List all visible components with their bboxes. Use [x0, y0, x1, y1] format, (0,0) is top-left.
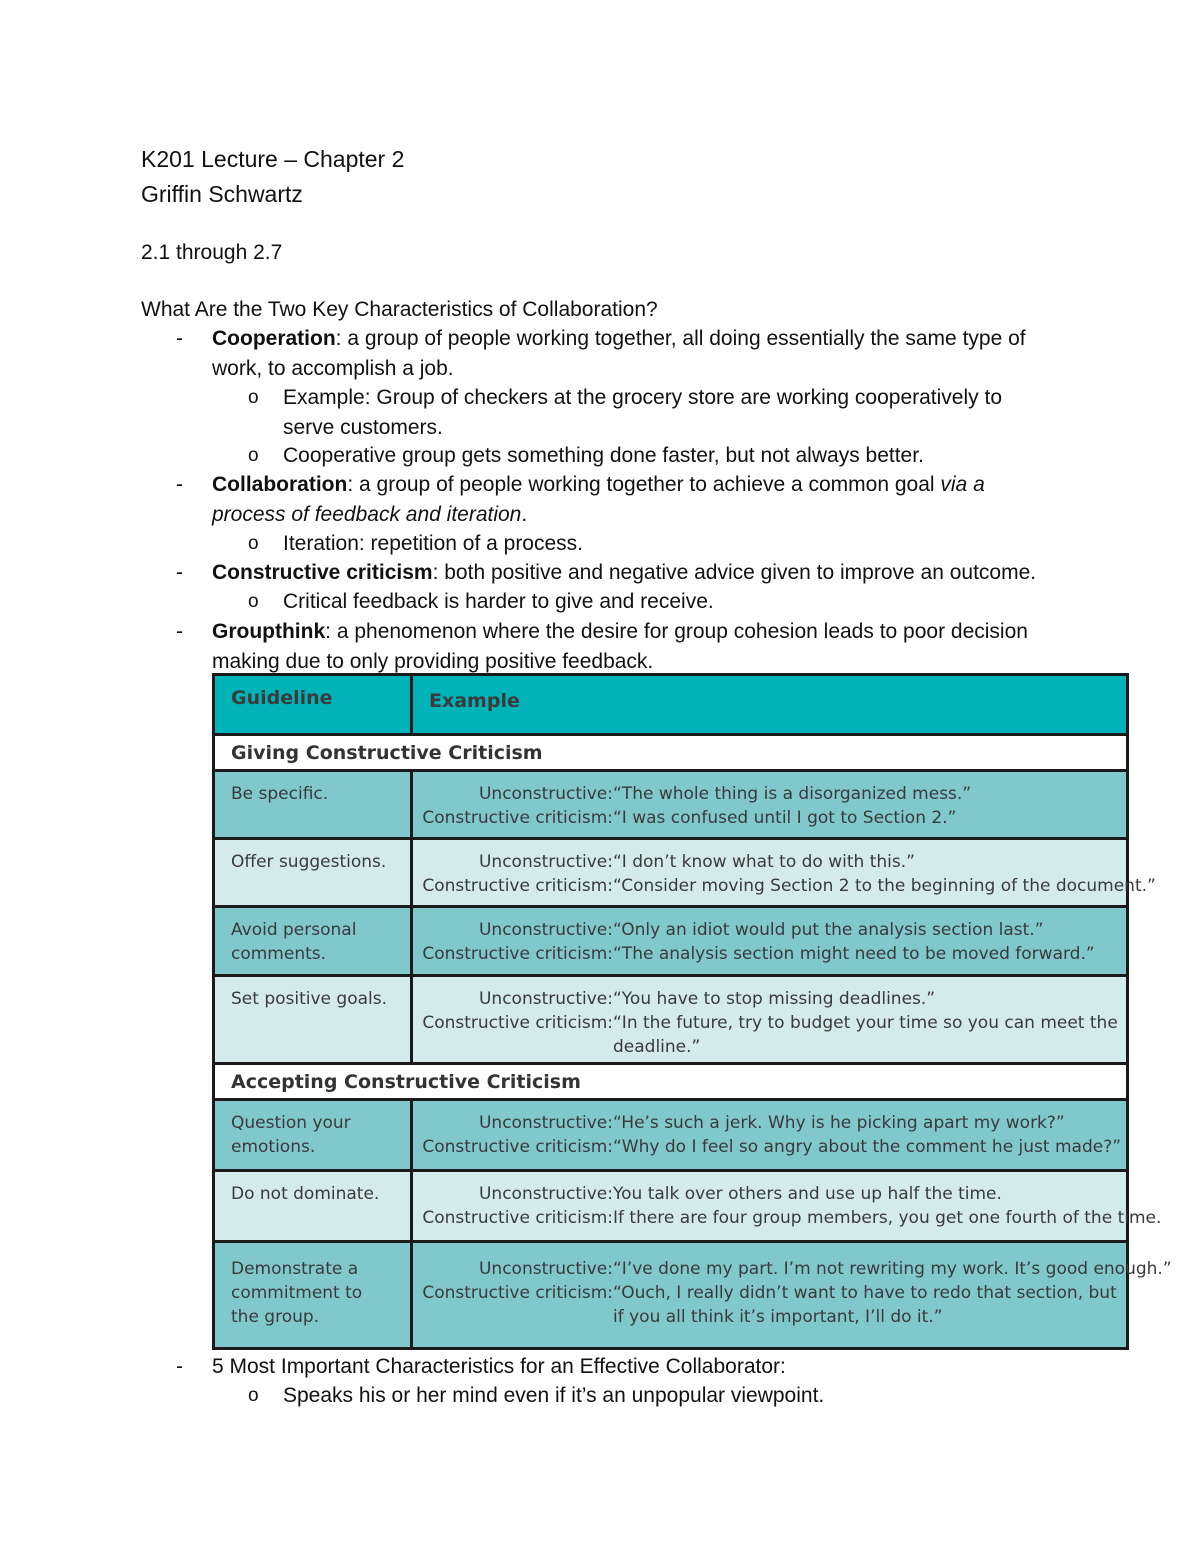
guideline-text: Offer suggestions. [231, 852, 387, 872]
unconstructive-text: “He’s such a jerk. Why is he picking apart my work?” [613, 1113, 1065, 1133]
guideline-cell [215, 1243, 410, 1347]
label-constructive: Constructive criticism: [422, 1137, 613, 1157]
sub-item [283, 383, 1043, 442]
label-unconstructive: Unconstructive: [478, 784, 613, 804]
label-unconstructive: Unconstructive: [478, 920, 613, 940]
unconstructive-text: “I don’t know what to do with this.” [613, 852, 915, 872]
guideline-text: Do not dominate. [231, 1184, 380, 1204]
guideline-text: Avoid personal [231, 920, 357, 940]
unconstructive-text: “I’ve done my part. I’m not rewriting my work. It’s good enough.” [613, 1259, 1172, 1279]
section-giving: Giving Constructive Criticism [215, 736, 1126, 769]
table-row [215, 840, 1156, 905]
table-row [215, 1172, 1162, 1240]
header-example: Example [413, 676, 1126, 733]
guideline-text: the group. [231, 1307, 320, 1327]
definition-text: : a phenomenon where the desire for group cohesion leads to poor decision [325, 620, 1028, 643]
constructive-text: “In the future, try to budget your time so you can meet the [613, 1013, 1118, 1033]
constructive-text: deadline.” [613, 1037, 701, 1057]
sub-item: Speaks his or her mind even if it’s an unpopular viewpoint. [283, 1384, 825, 1407]
list-item-five-characteristics: 5 Most Important Characteristics for an Effective Collaborator: [212, 1355, 786, 1378]
guideline-cell [215, 840, 410, 905]
definition-text: : a group of people working together to achieve a common goal [347, 473, 941, 496]
section-accepting: Accepting Constructive Criticism [215, 1065, 1126, 1098]
unconstructive-text: “The whole thing is a disorganized mess.” [613, 784, 972, 804]
sub-item: Cooperative group gets something done faster, but not always better. [283, 444, 924, 467]
constructive-text: “I was confused until I got to Section 2.” [613, 808, 957, 828]
example-cell [413, 977, 1126, 1062]
term-collaboration: Collaboration [212, 473, 348, 496]
guideline-text: comments. [231, 944, 327, 964]
guideline-text: Be specific. [231, 784, 329, 804]
constructive-text: “Ouch, I really didn’t want to have to redo that section, but [613, 1283, 1117, 1303]
bullet-dash: - [176, 1355, 183, 1378]
example-cell [413, 840, 1156, 905]
bullet-o: o [248, 533, 259, 554]
example-cell [413, 1172, 1162, 1240]
sub-item-text: Example: Group of checkers at the grocery store are working cooperatively to [283, 386, 1003, 409]
table-row [215, 772, 1126, 837]
label-unconstructive: Unconstructive: [478, 1113, 613, 1133]
bullet-dash: - [176, 473, 183, 496]
bullet-o: o [248, 1385, 259, 1406]
label-constructive: Constructive criticism: [422, 1013, 613, 1033]
sub-item: Iteration: repetition of a process. [283, 532, 583, 555]
list-item-collaboration [212, 470, 1072, 529]
author-name: Griffin Schwartz [141, 181, 303, 207]
section-range: 2.1 through 2.7 [141, 241, 283, 264]
definition-italic: process of feedback and iteration [212, 502, 522, 526]
section-question: What Are the Two Key Characteristics of Collaboration? [141, 298, 658, 321]
document-title: K201 Lecture – Chapter 2 [141, 146, 405, 172]
example-cell [413, 908, 1126, 974]
definition-italic: via a [940, 473, 985, 496]
guideline-cell [215, 908, 410, 974]
unconstructive-text: You talk over others and use up half the time. [613, 1184, 1002, 1204]
bullet-o: o [248, 445, 259, 466]
bullet-o: o [248, 387, 259, 408]
table-header-row [215, 676, 1126, 733]
label-unconstructive: Unconstructive: [478, 852, 613, 872]
label-unconstructive: Unconstructive: [478, 1184, 613, 1204]
list-item-cooperation [212, 324, 1072, 383]
label-constructive: Constructive criticism: [422, 876, 613, 896]
guideline-text: commitment to [231, 1283, 363, 1303]
table-row [215, 1243, 1172, 1347]
label-unconstructive: Unconstructive: [478, 1259, 613, 1279]
bullet-dash: - [176, 620, 183, 643]
guideline-text: Question your [231, 1113, 351, 1133]
guideline-text: Set positive goals. [231, 989, 387, 1009]
label-unconstructive: Unconstructive: [478, 989, 613, 1009]
label-constructive: Constructive criticism: [422, 1208, 613, 1228]
table-row [215, 908, 1126, 974]
guideline-cell [215, 1172, 410, 1240]
guideline-text: emotions. [231, 1137, 316, 1157]
constructive-text: “Why do I feel so angry about the comment he just made?” [613, 1137, 1122, 1157]
example-cell [413, 1101, 1126, 1169]
example-cell [413, 1243, 1172, 1347]
definition-text: : a group of people working together, all doing essentially the same type of [335, 327, 1026, 350]
header-guideline: Guideline [215, 676, 410, 733]
constructive-text: “The analysis section might need to be moved forward.” [613, 944, 1095, 964]
unconstructive-text: “Only an idiot would put the analysis section last.” [613, 920, 1044, 940]
label-constructive: Constructive criticism: [422, 1283, 613, 1303]
guidelines-table [212, 673, 1172, 1350]
term-constructive-criticism: Constructive criticism [212, 561, 433, 584]
constructive-text: “Consider moving Section 2 to the beginning of the document.” [613, 876, 1156, 896]
list-item-groupthink [212, 617, 1072, 676]
definition-text: . [521, 502, 528, 526]
label-constructive: Constructive criticism: [422, 944, 613, 964]
guideline-cell [215, 977, 410, 1062]
list-item-constructive-criticism [212, 558, 1072, 588]
term-cooperation: Cooperation [212, 327, 336, 350]
bullet-dash: - [176, 561, 183, 584]
constructive-text: if you all think it’s important, I’ll do it.” [613, 1307, 943, 1327]
bullet-o: o [248, 591, 259, 612]
sub-item-text: serve customers. [283, 415, 443, 439]
term-groupthink: Groupthink [212, 620, 326, 643]
unconstructive-text: “You have to stop missing deadlines.” [613, 989, 936, 1009]
definition-text: making due to only providing positive feedback. [212, 649, 654, 673]
definition-text: work, to accomplish a job. [212, 356, 454, 380]
table-row [215, 1101, 1126, 1169]
constructive-text: If there are four group members, you get one fourth of the time. [613, 1208, 1162, 1228]
bullet-dash: - [176, 327, 183, 350]
definition-text: : both positive and negative advice given to improve an outcome. [432, 561, 1037, 584]
guideline-cell [215, 772, 410, 837]
example-cell [413, 772, 1126, 837]
label-constructive: Constructive criticism: [422, 808, 613, 828]
sub-item: Critical feedback is harder to give and receive. [283, 590, 714, 613]
table-row [215, 977, 1126, 1062]
guideline-text: Demonstrate a [231, 1259, 359, 1279]
guideline-cell [215, 1101, 410, 1169]
